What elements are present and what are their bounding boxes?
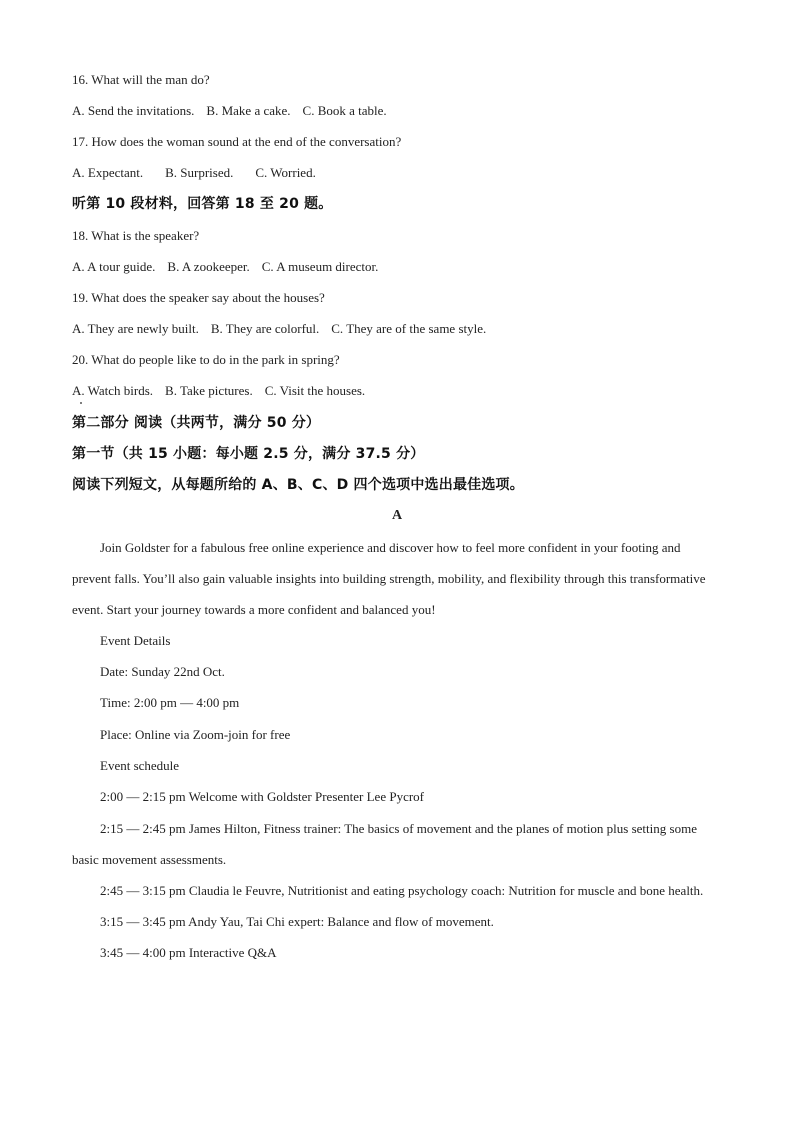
schedule-item: 3:15 — 3:45 pm Andy Yau, Tai Chi expert: Balance and flow of movement. [100,913,494,929]
question-20-stem: 20. What do people like to do in the park in spring? [72,352,340,368]
question-18-stem: 18. What is the speaker? [72,227,200,243]
passage-intro: Join Goldster for a fabulous free online experience and discover how to feel more confident in your footing and prevent falls. You’ll also gain valuable insights into building strength, mobility, and flexibility through this transformative event. Start your journey towards a more confident and balanced you! [72,539,706,618]
event-details-heading: Event Details [100,633,171,649]
event-place: Place: Online via Zoom-join for free [100,726,291,742]
option-a: A. Watch birds. [72,383,154,399]
option-b: B. Surprised. [165,165,234,181]
section-10-heading: 听第 10 段材料，回答第 18 至 20 题。 [72,196,333,213]
option-b: B. A zookeeper. [167,258,250,274]
reading-part-title: 第二部分 阅读（共两节，满分 50 分） [72,414,321,431]
question-19-stem: 19. What does the speaker say about the houses? [72,289,325,305]
option-a: A. Send the invitations. [72,102,195,118]
option-a: A. A tour guide. [72,258,156,274]
event-date: Date: Sunday 22nd Oct. [100,664,225,680]
option-a: A. Expectant. [72,165,144,181]
question-16-options [72,95,722,126]
question-17-stem: 17. How does the woman sound at the end of the conversation? [72,133,402,149]
schedule-item: 3:45 — 4:00 pm Interactive Q&A [100,944,277,960]
passage-label: A [391,508,403,524]
option-c: C. Book a table. [302,102,387,118]
exam-page [72,64,722,969]
option-a: A. They are newly built. [72,321,199,337]
option-c: C. Worried. [255,165,316,181]
schedule-item: 2:15 — 2:45 pm James Hilton, Fitness trainer: The basics of movement and the planes of motion plus setting some basic movement assessments. [72,820,697,867]
schedule-item: 2:45 — 3:15 pm Claudia le Feuvre, Nutritionist and eating psychology coach: Nutrition for muscle and bone health. [100,882,704,898]
reading-instruction: 阅读下列短文，从每题所给的 A、B、C、D 四个选项中选出最佳选项。 [72,477,524,494]
option-c: C. Visit the houses. [264,383,366,399]
schedule-item: 2:00 — 2:15 pm Welcome with Goldster Presenter Lee Pycrof [100,788,425,804]
event-schedule-heading: Event schedule [100,757,180,773]
stray-mark [80,402,82,404]
question-17-options [72,158,722,189]
question-18-options [72,251,722,282]
option-c: C. They are of the same style. [331,321,487,337]
question-20-options [72,376,722,407]
question-16-stem: 16. What will the man do? [72,71,210,87]
option-c: C. A museum director. [261,258,379,274]
event-time: Time: 2:00 pm — 4:00 pm [100,695,240,711]
reading-section-title: 第一节（共 15 小题：每小题 2.5 分，满分 37.5 分） [72,445,425,462]
question-19-options [72,314,722,345]
option-b: B. Make a cake. [206,102,291,118]
option-b: B. Take pictures. [165,383,253,399]
option-b: B. They are colorful. [210,321,320,337]
